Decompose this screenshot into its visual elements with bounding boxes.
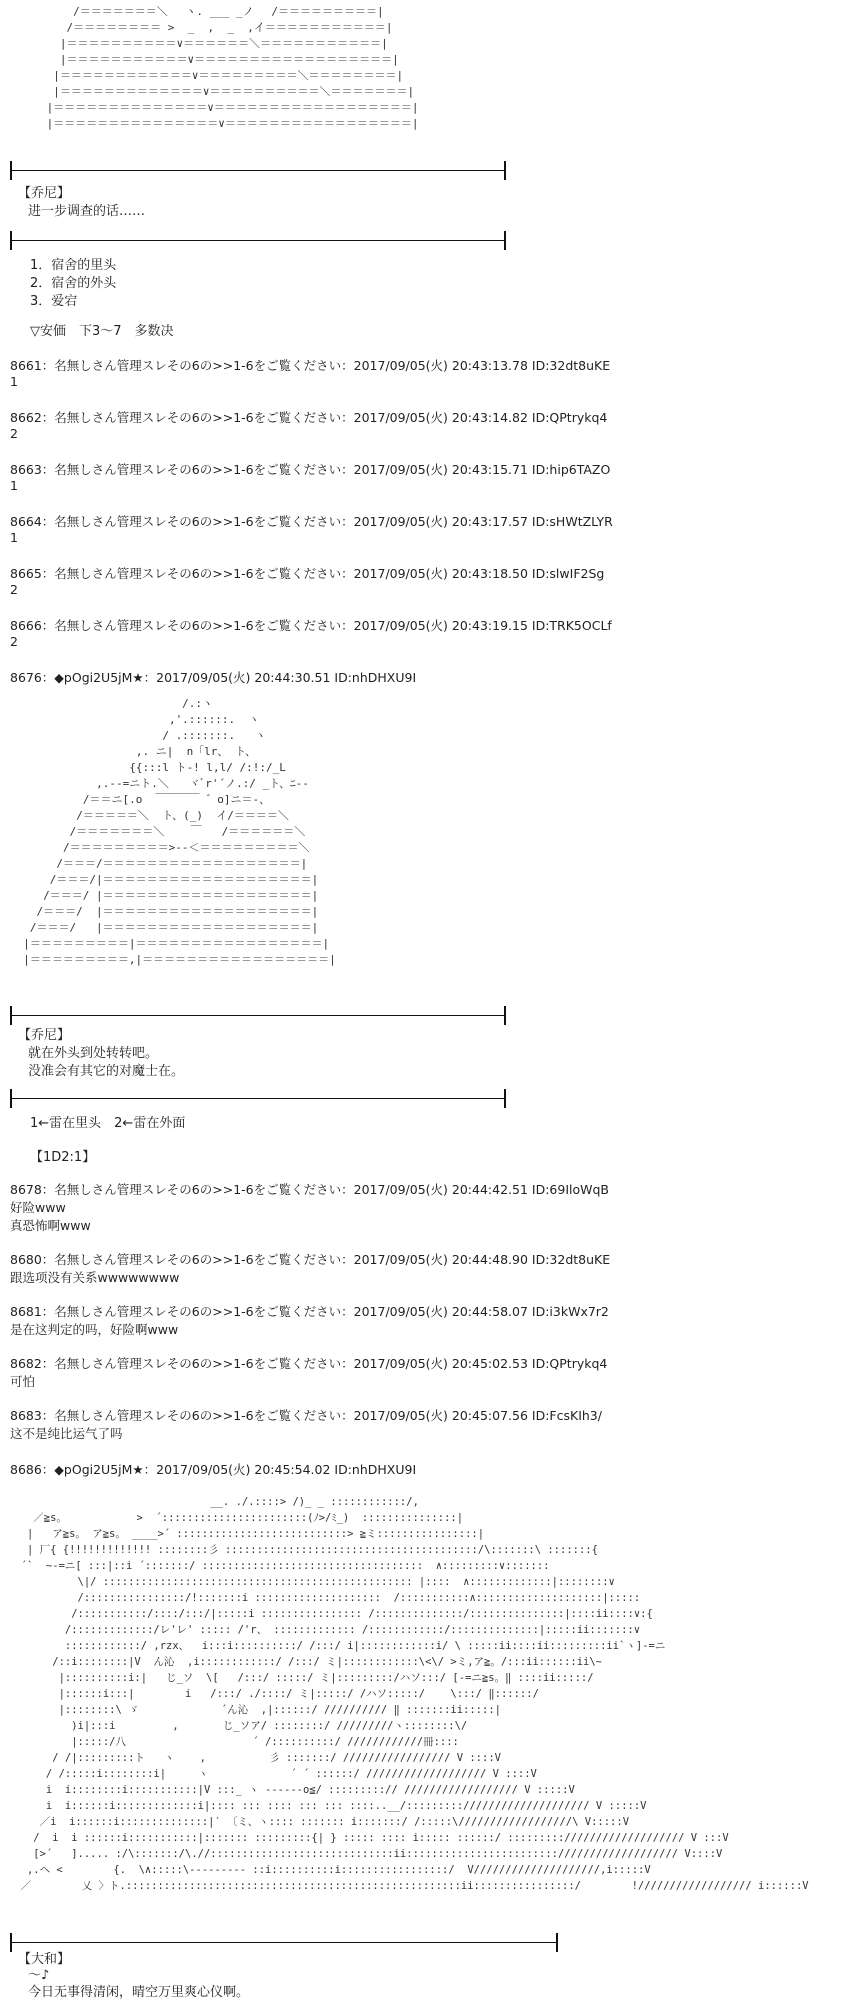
post-body: 2 — [10, 426, 18, 441]
op-post-header: 8676：◆pOgi2U5jM★：2017/09/05(火) 20:44:30.51 ID:nhDHXU9I — [10, 670, 417, 685]
dialogue-line: 进一步调查的话…… — [28, 204, 146, 219]
choice-item: 1．宿舍的里头 — [30, 258, 117, 273]
vote-instruction: ▽安価 下3～7 多数决 — [30, 324, 174, 339]
dialogue-line: 今日无事得清闲，晴空万里爽心仪啊。 — [28, 1985, 250, 2000]
post-body: 1 — [10, 374, 18, 389]
post-body: 好险www — [10, 1200, 66, 1215]
post-header: 8666：名無しさん管理スレその6の>>1-6をご覧ください：2017/09/05(火) 20:43:19.15 ID:TRK5OCLf — [10, 618, 612, 633]
ascii-art-top: /＝＝＝＝＝＝＝＼ ヽ. ___ _ノ /＝＝＝＝＝＝＝＝＝| /＝＝＝＝＝＝＝＝ > _ , _ ,イ＝＝＝＝＝＝＝＝＝＝＝| |＝＝＝＝＝＝＝＝＝＝∨＝＝＝＝＝＝＼＝＝＝＝＝＝＝＝＝＝＝| |＝＝＝＝＝＝＝＝＝＝＝∨＝＝＝＝＝＝＝＝＝＝＝＝＝＝＝＝＝＝| |＝＝＝＝＝＝＝＝＝＝＝＝∨＝＝＝＝＝＝＝＝＝＼＝＝＝＝＝＝＝＝| |＝＝＝＝＝＝＝＝＝＝＝＝＝∨＝＝＝＝＝＝＝＝＝＝＼＝＝＝＝＝＝＝| |＝＝＝＝＝＝＝＝＝＝＝＝＝＝∨＝＝＝＝＝＝＝＝＝＝＝＝＝＝＝＝＝＝| |＝＝＝＝＝＝＝＝＝＝＝＝＝＝＝∨＝＝＝＝＝＝＝＝＝＝＝＝＝＝＝＝＝| — [46, 5, 419, 130]
post-header: 8661：名無しさん管理スレその6の>>1-6をご覧ください：2017/09/05(火) 20:43:13.78 ID:32dt8uKE — [10, 358, 611, 373]
choice-item: 2．宿舍的外头 — [30, 276, 117, 291]
choice-item: 3．爱宕 — [30, 294, 78, 309]
post-body: 可怕 — [10, 1374, 36, 1389]
post-body: 1 — [10, 478, 18, 493]
post-body: 2 — [10, 582, 18, 597]
divider — [10, 1942, 558, 1943]
dice-result: 【1D2:1】 — [30, 1150, 96, 1165]
ascii-art-bottom: __. ./.::::> /)_ _ ::::::::::::/, ／≧s。 > ´:::::::::::::::::::::::(ﾉ>/ﾐ_) :::::::::::::::| | ア≧s。 ア≧s。 ____>´ :::::::::::::::::::::::::::> ≧ミ::::::::::::::::| | 厂{ {!!!!!!!!!!!!! ::::::::彡 ::::::::::::::::::::::::::::::::::::::::/\:::::::\ :::::::{ ´` ~-=ニ[ :::|::i ´:::::::/ ::::::::::::::::::::::::::::::::::: ∧:::::::::∨::::::: \|/ ::::::::::::::::::::::::::::::::::::::::::::::::: |:::: ∧:::::::::::::|::::::::∨ /::::::::::::::::/!:::::::i :::::::::::::::::::: /:::::::::::∧::::::::::::::::::::|::::: /:::::::::::/::::/:::/|:::::i :::::::::::::::: /::::::::::::::/:::::::::::::::|::::ii::::∨:{ /:::::::::::::/レ'レ' ::::: /'r、 ::::::::::::: /::::::::::::/::::::::::::::|:::::ii:::::::∨ ::::::::::::/ ,rzx、 i:::i::::::::::/ /:::/ i|::::::::::::i/ \ :::::ii::::ii:::::::::ii`ヽ]-=ニ /::i::::::::|V ん沁 ,i::::::::::::/ /:::/ ミ|::::::::::::\<\/ >ミ,ア≧。/:::ii::::::ii\~ |::::::::::i:| じ_ソ \[ /:::/ :::::/ ミ|:::::::::/ハソ:::/ [-=ニ≧s。‖ ::::ii:::::/ |::::::i:::| i /:::/ ./::::/ ミ|:::::/ /ハソ:::::/ \:::/ ‖::::::/ |::::::::\ ゞ ´ん沁 ,|::::::/ ////////// ‖ :::::::ii:::::| )i|:::i , じ_ソア/ ::::::::/ /////////ヽ::::::::\/ |:::::/八 ´ /::::::::::/ ////////////冊:::: / /|:::::::::ト ヽ , 彡 :::::::/ ///////////////// V ::::V / /:::::i::::::::i| ヽ ´ ´ ::::::/ /////////////////// V ::::V i i::::::::i:::::::::::|V :::_ ヽ ------o≦/ :::::::::// ////////////////// V :::::V i i::::::i:::::::::::::i|:::: ::: :::: ::: ::: ::::..__/::::::::://////////////////// V :::::V ／i i::::::i::::::::::::::|′ 〔ミ、ヽ:::: ::::::: i:::::::/ /:::::\//////////////////\ V:::::V / i i ::::::i:::::::::::|::::::: :::::::::{| } ::::: :::: i::::: ::::::/ ::::::::://///////////////// V :::V [>´ ]..... :/\:::::::/\.//:::::::::::::::::::::::::::::ii:::::::::::::::::::::::://///////////////// V::::V ,.ヘ < {. \∧:::::\---‐‐‐‐‐‐ ::i::::::::::i:::::::::::::::::/ V////////////////////,i:::::V ／ 乂 〉ト.:::::::::::::::::::::::::::::::::::::::::::::::::::::ii::::::::::::::::/ !////////////////// i::::::V — [20, 1496, 809, 1892]
post-header: 8665：名無しさん管理スレその6の>>1-6をご覧ください：2017/09/05(火) 20:43:18.50 ID:slwIF2Sg — [10, 566, 605, 581]
post-body: 1 — [10, 530, 18, 545]
post-header: 8664：名無しさん管理スレその6の>>1-6をご覧ください：2017/09/05(火) 20:43:17.57 ID:sHWtZLYR — [10, 514, 613, 529]
choice-line: 1←雷在里头 2←雷在外面 — [30, 1116, 186, 1131]
speaker-label: 【大和】 — [18, 1952, 71, 1967]
speaker-label: 【乔尼】 — [18, 186, 71, 201]
op-post-header: 8686：◆pOgi2U5jM★：2017/09/05(火) 20:45:54.02 ID:nhDHXU9I — [10, 1462, 417, 1477]
ascii-art-mid: /.:ヽ ,'.::::::. ヽ / .:::::::. ヽ ,. ニ| n「lr、 ト、 {{:::l ト‐! l,l/ /:!:/_L ,.-‐=ニト.＼ ヾﾞr'´ノ.:/ _ト、ﾆ-‐ /＝＝ニ[.o ￣￣￣￣ ゛o]ニ＝-、 /＝＝＝＝＝＼ ト、(_) イ/＝＝＝＝＼ /＝＝＝＝＝＝＝＼ ￣ /＝＝＝＝＝＝＼ /＝＝＝＝＝＝＝＝＝>--＜＝＝＝＝＝＝＝＝＝＼ /＝＝＝/＝＝＝＝＝＝＝＝＝＝＝＝＝＝＝＝＝＝| /＝＝＝/|＝＝＝＝＝＝＝＝＝＝＝＝＝＝＝＝＝＝＝| /＝＝＝/ |＝＝＝＝＝＝＝＝＝＝＝＝＝＝＝＝＝＝＝| /＝＝＝/ |＝＝＝＝＝＝＝＝＝＝＝＝＝＝＝＝＝＝＝| /＝＝＝/ |＝＝＝＝＝＝＝＝＝＝＝＝＝＝＝＝＝＝＝| |＝＝＝＝＝＝＝＝＝|＝＝＝＝＝＝＝＝＝＝＝＝＝＝＝＝＝| |＝＝＝＝＝＝＝＝＝,|＝＝＝＝＝＝＝＝＝＝＝＝＝＝＝＝＝| — [23, 697, 336, 966]
post-header: 8683：名無しさん管理スレその6の>>1-6をご覧ください：2017/09/05(火) 20:45:07.56 ID:FcsKIh3/ — [10, 1408, 602, 1423]
speaker-label: 【乔尼】 — [18, 1028, 71, 1043]
post-body: 2 — [10, 634, 18, 649]
post-header: 8680：名無しさん管理スレその6の>>1-6をご覧ください：2017/09/05(火) 20:44:48.90 ID:32dt8uKE — [10, 1252, 611, 1267]
dialogue-line: ～♪ — [28, 1968, 50, 1983]
post-body: 真恐怖啊www — [10, 1218, 91, 1233]
dialogue-line: 没准会有其它的对魔士在。 — [28, 1064, 185, 1079]
divider — [10, 240, 506, 241]
divider — [10, 1015, 506, 1016]
post-body: 跟选项没有关系wwwwwwww — [10, 1270, 180, 1285]
post-header: 8681：名無しさん管理スレその6の>>1-6をご覧ください：2017/09/05(火) 20:44:58.07 ID:i3kWx7r2 — [10, 1304, 609, 1319]
post-body: 这不是纯比运气了吗 — [10, 1426, 123, 1441]
post-header: 8678：名無しさん管理スレその6の>>1-6をご覧ください：2017/09/05(火) 20:44:42.51 ID:69IloWqB — [10, 1182, 610, 1197]
divider — [10, 170, 506, 171]
post-header: 8662：名無しさん管理スレその6の>>1-6をご覧ください：2017/09/05(火) 20:43:14.82 ID:QPtrykq4 — [10, 410, 608, 425]
divider — [10, 1098, 506, 1099]
post-header: 8682：名無しさん管理スレその6の>>1-6をご覧ください：2017/09/05(火) 20:45:02.53 ID:QPtrykq4 — [10, 1356, 608, 1371]
dialogue-line: 就在外头到处转转吧。 — [28, 1046, 159, 1061]
post-header: 8663：名無しさん管理スレその6の>>1-6をご覧ください：2017/09/05(火) 20:43:15.71 ID:hip6TAZO — [10, 462, 611, 477]
post-body: 是在这判定的吗，好险啊www — [10, 1322, 179, 1337]
